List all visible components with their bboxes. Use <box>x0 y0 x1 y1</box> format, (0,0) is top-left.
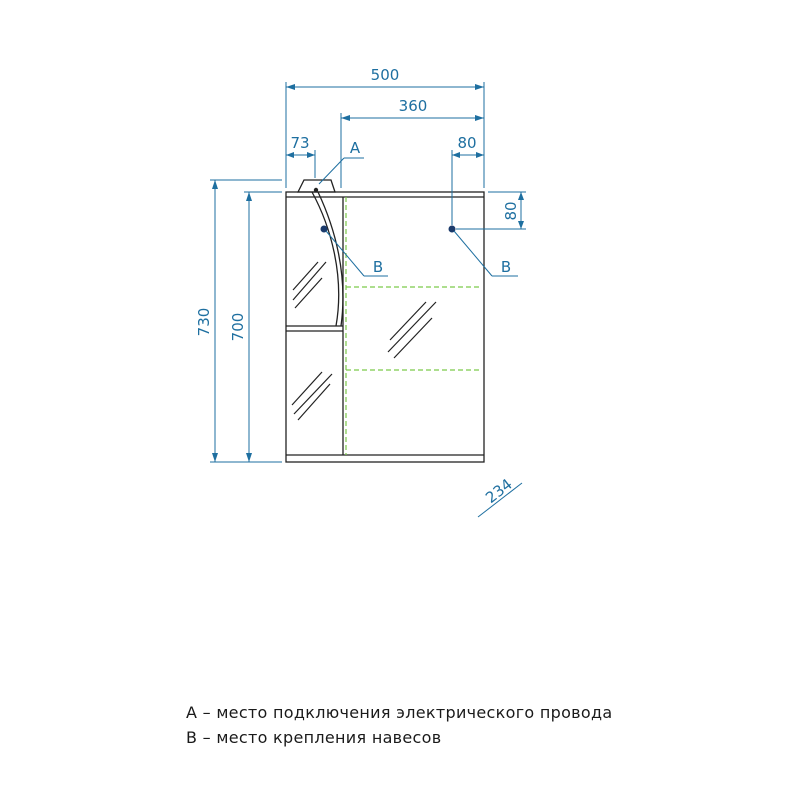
cabinet-body <box>286 192 484 462</box>
legend <box>186 700 612 750</box>
mirror-glare-marks <box>292 262 436 420</box>
dim-body-height: 700 <box>229 312 247 342</box>
cabinet-frame <box>286 192 484 462</box>
dim-door-width: 360 <box>398 97 428 115</box>
wire-connection-point <box>314 188 318 192</box>
dim-depth: 234 <box>482 475 516 507</box>
legend-line-b: B – место крепления навесов <box>186 728 442 747</box>
dim-mount-offset-top: 80 <box>502 201 520 221</box>
dim-lamp-offset: 73 <box>290 134 310 152</box>
marker-b-left: B <box>372 258 384 276</box>
dimension-arrows <box>212 84 524 462</box>
dim-mount-offset-side: 80 <box>457 134 477 152</box>
marker-a: A <box>349 139 361 157</box>
marker-b-right: B <box>500 258 512 276</box>
hidden-lines <box>346 197 482 455</box>
dimension-lines <box>210 82 526 517</box>
curved-front <box>312 192 339 326</box>
dim-total-height: 730 <box>195 307 213 337</box>
legend-line-a: A – место подключения электрического провода <box>186 703 613 722</box>
dim-total-width: 500 <box>370 66 400 84</box>
